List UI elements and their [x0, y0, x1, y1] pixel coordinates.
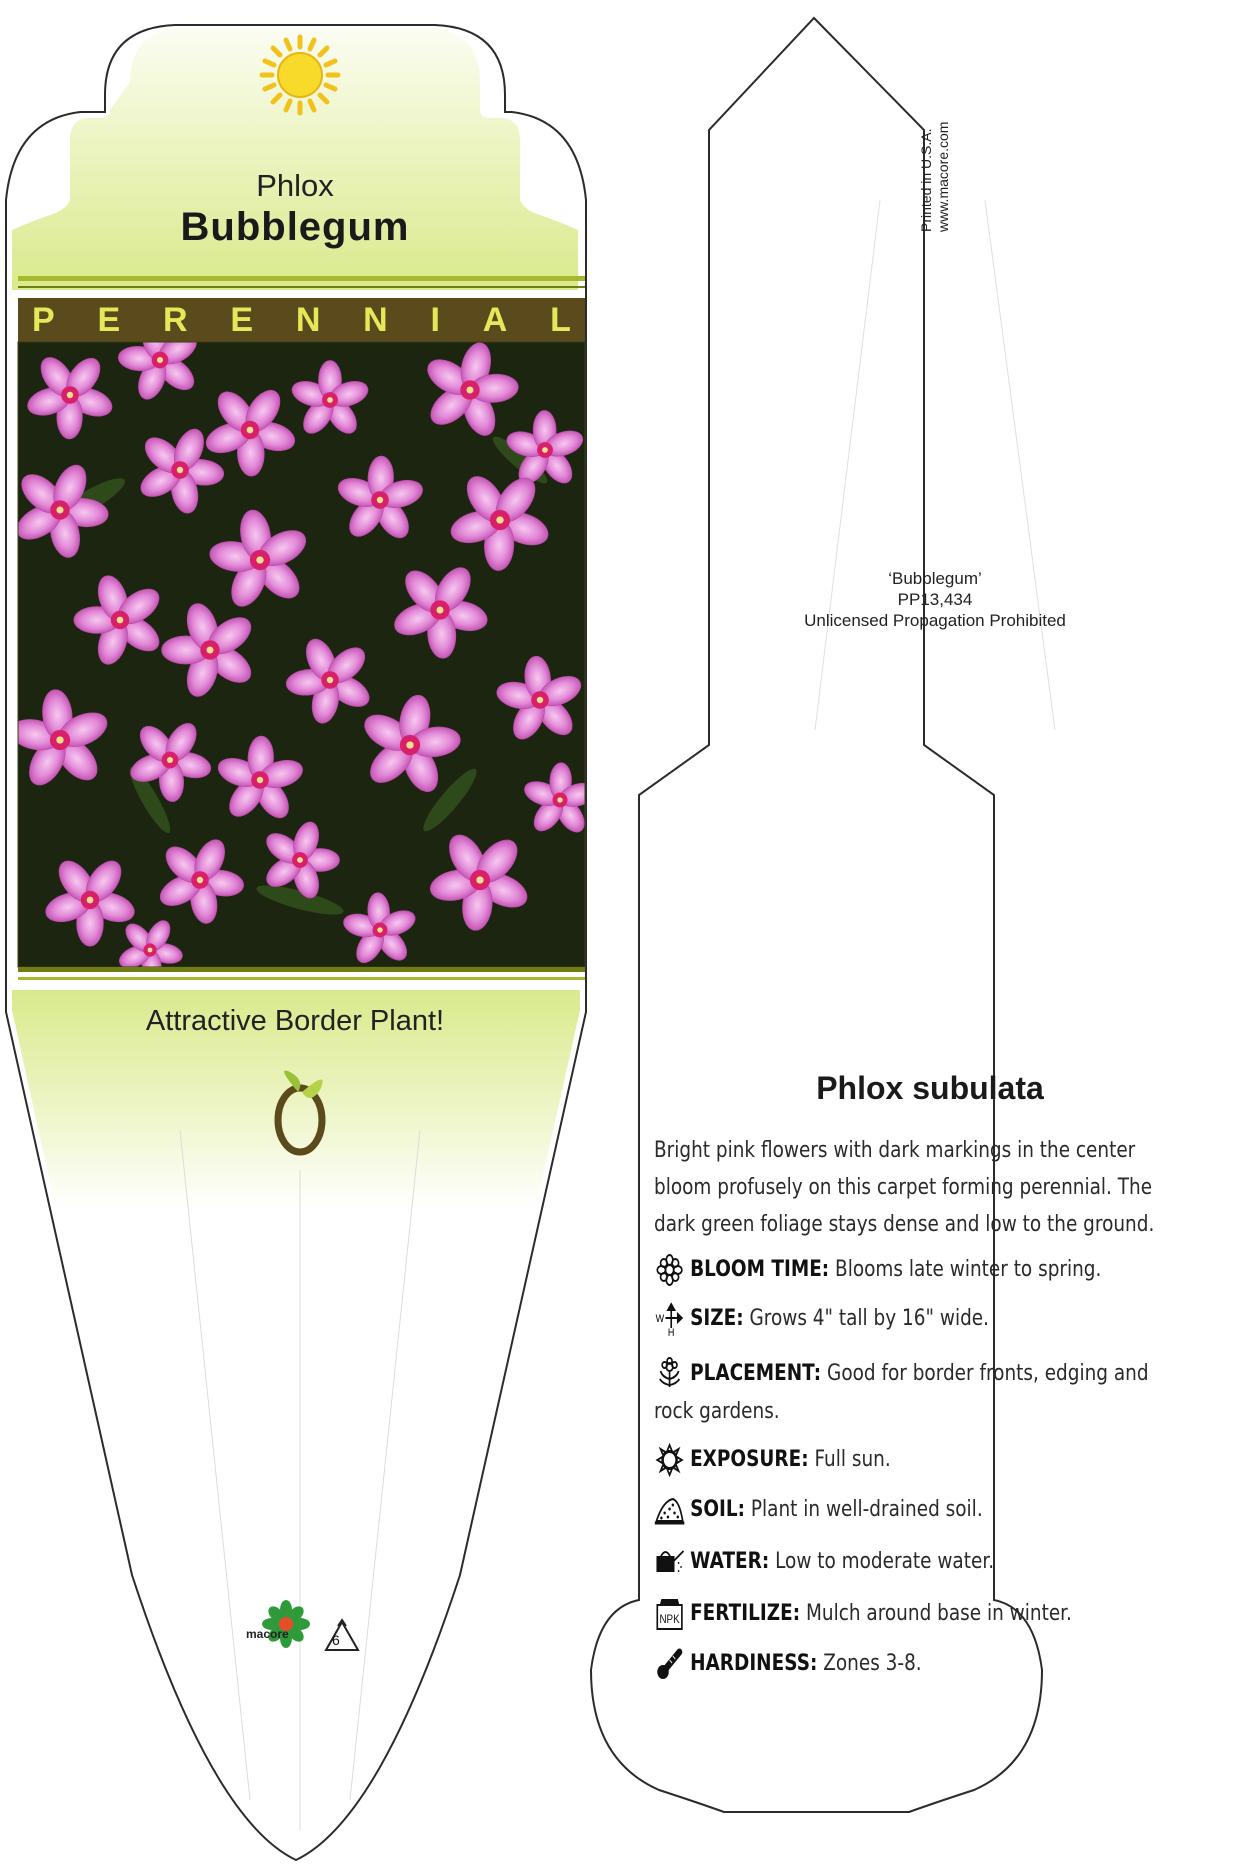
info-text: Mulch around base in winter.	[805, 1600, 1072, 1626]
info-text: Good for border fronts, edging and	[827, 1360, 1149, 1386]
info-hardiness	[654, 1644, 1228, 1682]
info-soil	[654, 1490, 1228, 1528]
info-label: SIZE:	[690, 1305, 744, 1331]
sun-icon	[654, 1443, 685, 1477]
info-label: BLOOM TIME:	[690, 1256, 830, 1282]
banner-letter: P	[32, 301, 55, 339]
banner-letter: R	[162, 301, 188, 339]
plant-description	[654, 1132, 1220, 1243]
tagline: Attractive Border Plant!	[145, 1005, 445, 1037]
banner-letter: E	[230, 301, 254, 339]
banner-letter: L	[550, 301, 571, 339]
sun-logo-icon	[262, 37, 338, 113]
plant-genus: Phlox	[256, 168, 334, 203]
size-w-label: W	[655, 1312, 665, 1325]
info-label: EXPOSURE:	[690, 1446, 809, 1472]
banner-letter: I	[430, 301, 440, 339]
plant-cultivar: Bubblegum	[180, 205, 410, 249]
description-line: Bright pink flowers with dark markings in the center	[654, 1137, 1136, 1163]
info-text: Blooms late winter to spring.	[835, 1256, 1102, 1282]
info-placement	[654, 1354, 1228, 1430]
watering-can-icon	[654, 1545, 685, 1579]
info-fertilize	[654, 1594, 1228, 1632]
banner-letter: E	[97, 301, 121, 339]
banner-letter: A	[482, 301, 508, 339]
recycle-code: 6	[332, 1632, 340, 1648]
website-text: www.macore.com	[935, 121, 951, 232]
info-label: WATER:	[690, 1548, 770, 1574]
info-text: Zones 3-8.	[823, 1650, 922, 1676]
recycle-icon	[326, 1620, 358, 1650]
info-text: Full sun.	[814, 1446, 891, 1472]
trademark-line: Unlicensed Propagation Prohibited	[804, 611, 1066, 630]
perennial-banner	[18, 300, 585, 340]
info-label: HARDINESS:	[690, 1650, 818, 1676]
thermometer-icon	[654, 1646, 685, 1682]
size-icon	[654, 1302, 685, 1336]
info-text: Low to moderate water.	[775, 1548, 995, 1574]
placement-icon	[654, 1357, 685, 1391]
info-water	[654, 1542, 1228, 1580]
trademark-block	[715, 568, 1155, 631]
info-size	[654, 1299, 1228, 1337]
info-exposure	[654, 1440, 1228, 1478]
scientific-name: Phlox subulata	[816, 1070, 1044, 1106]
description-line: dark green foliage stays dense and low to the ground.	[654, 1211, 1155, 1237]
trademark-line: ‘Bubblegum’	[888, 569, 982, 588]
info-text: Grows 4" tall by 16" wide.	[749, 1305, 990, 1331]
npk-icon	[654, 1597, 685, 1631]
banner-letter: N	[363, 301, 388, 339]
brand-name: macore	[246, 1627, 289, 1641]
size-h-label: H	[667, 1326, 675, 1336]
info-label: SOIL:	[690, 1496, 746, 1522]
printed-in-text: Printed in U.S.A.	[918, 128, 934, 232]
info-bloom-time	[654, 1250, 1228, 1288]
print-info	[918, 122, 952, 232]
npk-label: NPK	[659, 1612, 680, 1626]
info-text-continued: rock gardens.	[654, 1398, 780, 1424]
info-text: Plant in well-drained soil.	[750, 1496, 983, 1522]
flower-icon	[654, 1254, 685, 1286]
info-label: FERTILIZE:	[690, 1600, 801, 1626]
banner-letter: N	[295, 301, 321, 339]
trademark-line: PP13,434	[897, 590, 973, 609]
soil-icon	[654, 1493, 685, 1527]
description-line: bloom profusely on this carpet forming perennial. The	[654, 1174, 1153, 1200]
info-label: PLACEMENT:	[690, 1360, 822, 1386]
